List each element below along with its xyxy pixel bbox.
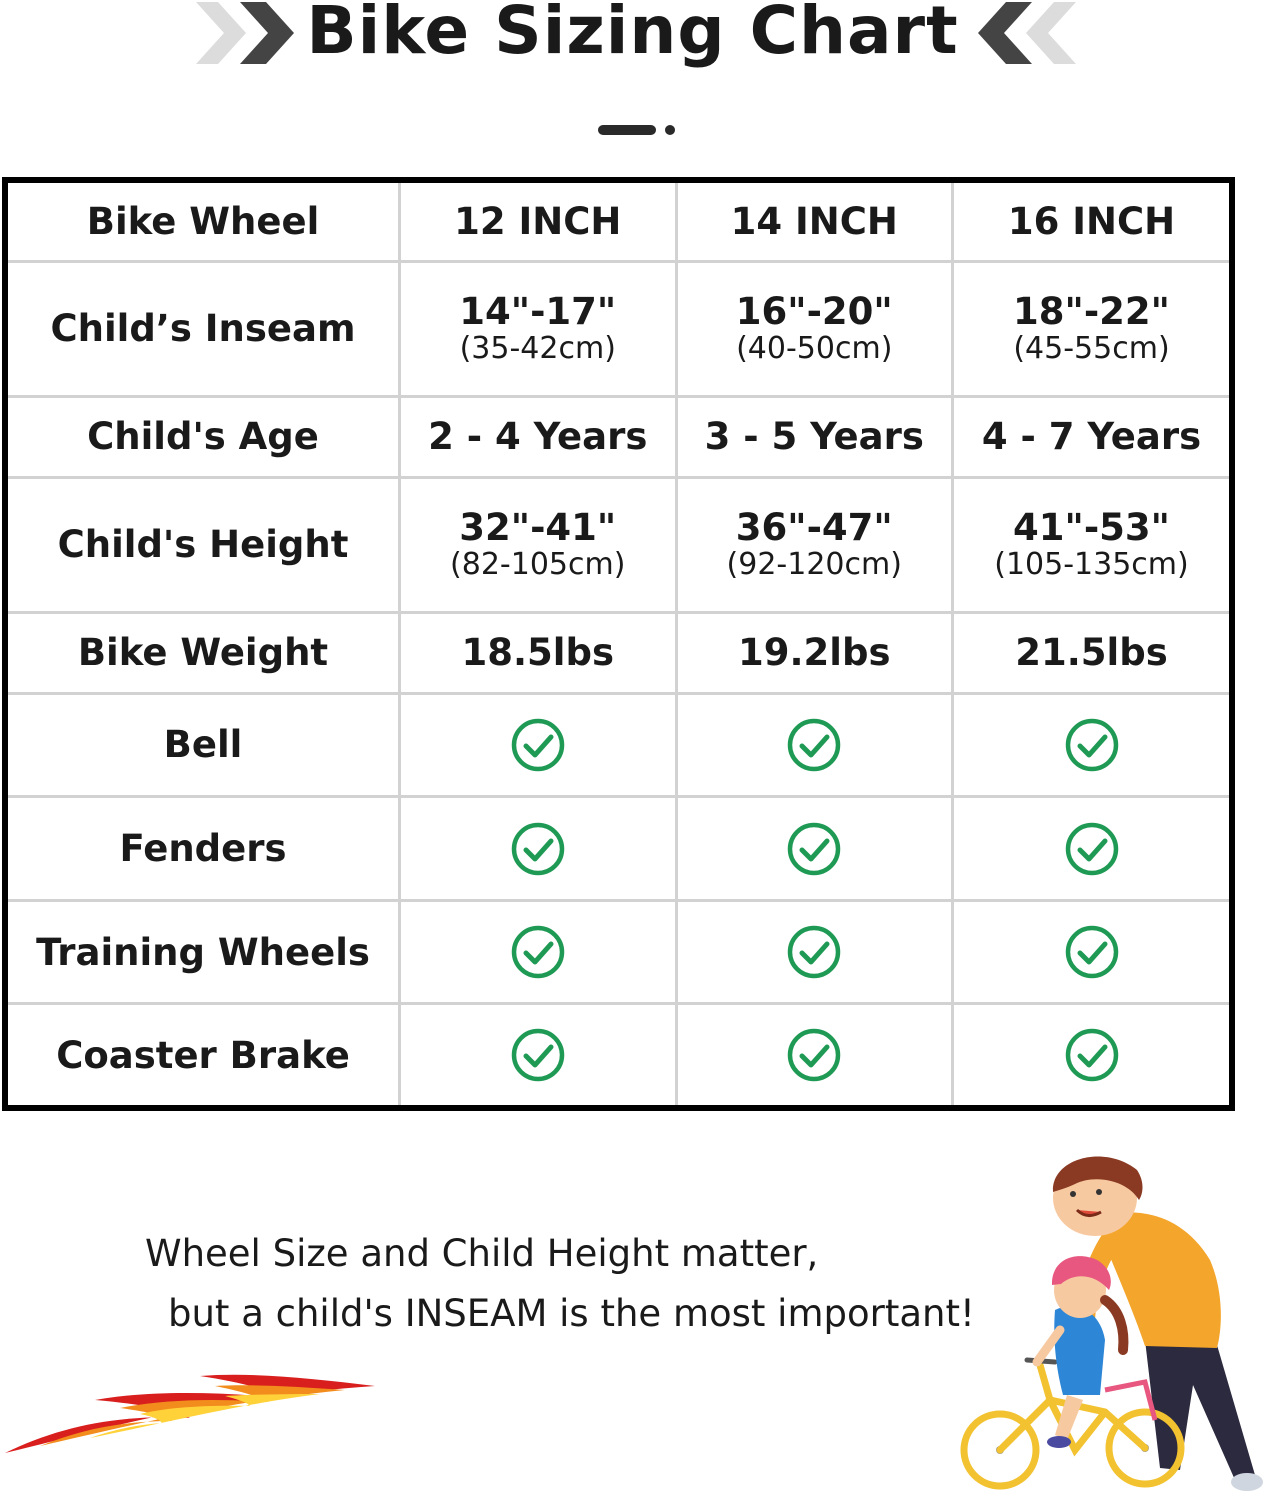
- table-cell: [400, 900, 677, 1004]
- cell-subvalue: (45-55cm): [1013, 330, 1170, 366]
- cell-value: 36"-47": [735, 505, 893, 549]
- row-label: Child's Height: [8, 477, 400, 612]
- row-label: Fenders: [8, 797, 400, 901]
- check-circle-icon: [510, 717, 566, 773]
- row-label: Training Wheels: [8, 900, 400, 1004]
- cell-value: 32"-41": [459, 505, 617, 549]
- table-cell: [953, 693, 1230, 797]
- table-row-weight: [8, 612, 1229, 693]
- table-row-age: [8, 396, 1229, 477]
- check-circle-icon: [786, 717, 842, 773]
- cell-value: 41"-53": [1013, 505, 1170, 549]
- check-circle-icon: [786, 1027, 842, 1083]
- table-cell: [953, 1004, 1230, 1105]
- title-divider-dot: [665, 125, 675, 135]
- check-circle-icon: [1064, 1027, 1120, 1083]
- table-cell: [400, 1004, 677, 1105]
- page-title: Bike Sizing Chart: [306, 0, 959, 69]
- check-circle-icon: [510, 924, 566, 980]
- table-row-fenders: [8, 797, 1229, 901]
- check-circle-icon: [510, 1027, 566, 1083]
- row-label: Bike Weight: [8, 612, 400, 693]
- table-cell: [676, 693, 953, 797]
- check-circle-icon: [1064, 717, 1120, 773]
- table-row-bell: [8, 693, 1229, 797]
- table-cell: 2 - 4 Years: [400, 396, 677, 477]
- table-cell: 19.2lbs: [676, 612, 953, 693]
- note-line-1: Wheel Size and Child Height matter,: [145, 1232, 819, 1275]
- table-row-coaster-brake: [8, 1004, 1229, 1105]
- table-row-training-wheels: [8, 900, 1229, 1004]
- check-circle-icon: [1064, 924, 1120, 980]
- row-label: Bell: [8, 693, 400, 797]
- parent-child-bike-illustration: [955, 1150, 1265, 1495]
- table-cell: [400, 797, 677, 901]
- table-cell: [400, 693, 677, 797]
- check-circle-icon: [786, 924, 842, 980]
- row-label: Child’s Inseam: [8, 261, 400, 396]
- table-cell: 18.5lbs: [400, 612, 677, 693]
- table-cell: 21.5lbs: [953, 612, 1230, 693]
- table-row-height: [8, 477, 1229, 612]
- cell-subvalue: (40-50cm): [736, 330, 893, 366]
- table-cell: [676, 900, 953, 1004]
- cell-value: 18"-22": [1013, 289, 1170, 333]
- chevron-left-icon: [972, 2, 1076, 64]
- cell-subvalue: (105-135cm): [994, 546, 1189, 582]
- header-bike-wheel: Bike Wheel: [8, 183, 400, 261]
- table-cell: [676, 477, 953, 612]
- table-cell: 3 - 5 Years: [676, 396, 953, 477]
- check-circle-icon: [786, 821, 842, 877]
- table-cell: [676, 1004, 953, 1105]
- note-line-2: but a child's INSEAM is the most important!: [168, 1292, 975, 1335]
- check-circle-icon: [1064, 821, 1120, 877]
- sizing-table: [2, 177, 1235, 1111]
- header-14-inch: 14 INCH: [676, 183, 953, 261]
- cell-value: 14"-17": [459, 289, 617, 333]
- header-16-inch: 16 INCH: [953, 183, 1230, 261]
- table-cell: [953, 797, 1230, 901]
- table-cell: 4 - 7 Years: [953, 396, 1230, 477]
- row-label: Child's Age: [8, 396, 400, 477]
- table-row-inseam: [8, 261, 1229, 396]
- table-cell: [676, 797, 953, 901]
- title-divider: [598, 125, 656, 135]
- header-12-inch: 12 INCH: [400, 183, 677, 261]
- table-header-row: [8, 183, 1229, 261]
- table-cell: [953, 900, 1230, 1004]
- flame-graphic: [0, 1368, 380, 1458]
- cell-subvalue: (82-105cm): [450, 546, 626, 582]
- cell-subvalue: (92-120cm): [726, 546, 902, 582]
- check-circle-icon: [510, 821, 566, 877]
- table-cell: [400, 261, 677, 396]
- row-label: Coaster Brake: [8, 1004, 400, 1105]
- table-cell: [953, 477, 1230, 612]
- title-row: [0, 0, 1265, 70]
- cell-subvalue: (35-42cm): [459, 330, 616, 366]
- cell-value: 16"-20": [735, 289, 893, 333]
- table-cell: [676, 261, 953, 396]
- table-cell: [400, 477, 677, 612]
- table-cell: [953, 261, 1230, 396]
